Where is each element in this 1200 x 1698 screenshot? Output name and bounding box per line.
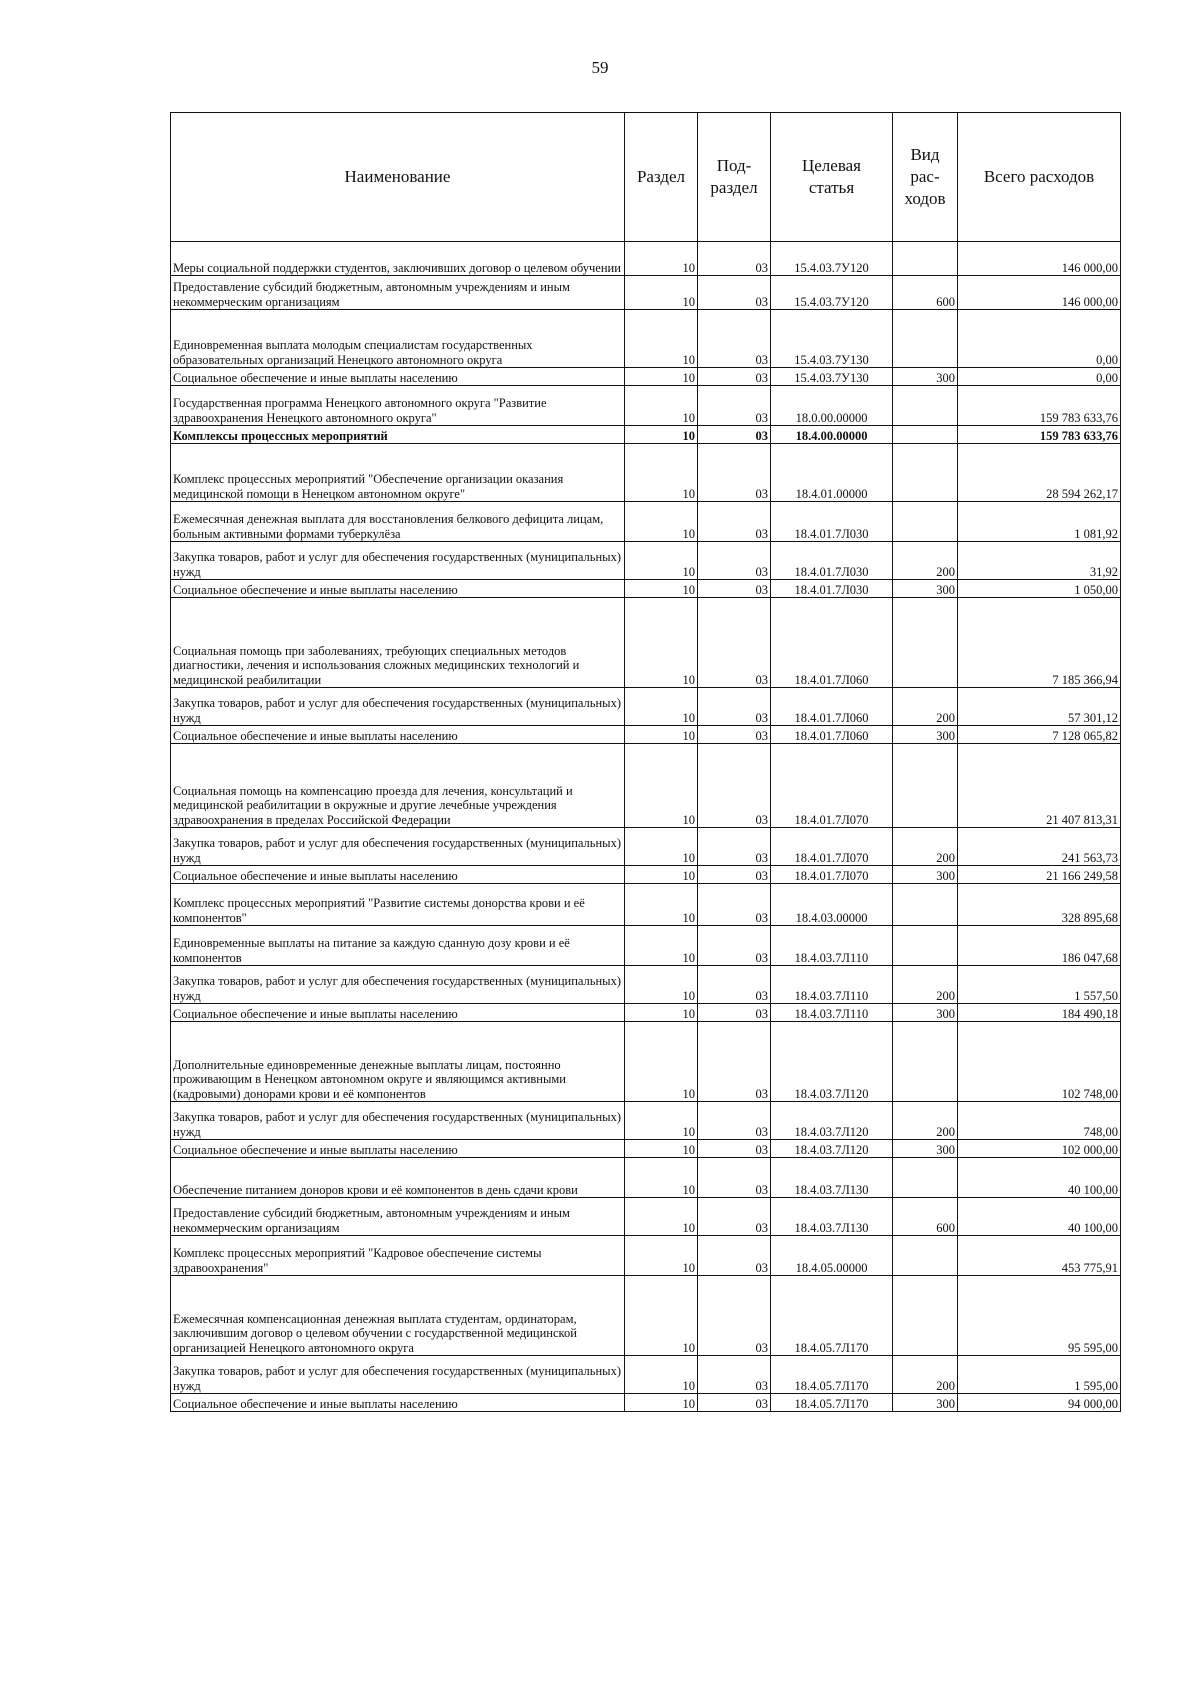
cell-vsego-rashodov: 0,00 — [958, 368, 1121, 386]
cell-razdel: 10 — [625, 276, 698, 310]
cell-vid-rashodov: 300 — [893, 368, 958, 386]
cell-vid-rashodov — [893, 598, 958, 688]
cell-razdel: 10 — [625, 580, 698, 598]
cell-name: Единовременные выплаты на питание за каждую сданную дозу крови и её компонентов — [171, 926, 625, 966]
cell-name: Закупка товаров, работ и услуг для обеспечения государственных (муниципальных) нужд — [171, 966, 625, 1004]
cell-vsego-rashodov: 146 000,00 — [958, 276, 1121, 310]
cell-name: Закупка товаров, работ и услуг для обеспечения государственных (муниципальных) нужд — [171, 1356, 625, 1394]
cell-celevaya-statya: 18.4.05.7Л170 — [771, 1394, 893, 1412]
cell-razdel: 10 — [625, 1004, 698, 1022]
table-row — [171, 386, 1121, 426]
cell-celevaya-statya: 18.4.03.7Л120 — [771, 1140, 893, 1158]
header-razdel: Раздел — [625, 113, 698, 242]
cell-name: Социальное обеспечение и иные выплаты населению — [171, 1394, 625, 1412]
cell-vsego-rashodov: 146 000,00 — [958, 242, 1121, 276]
cell-vid-rashodov — [893, 386, 958, 426]
cell-vsego-rashodov: 159 783 633,76 — [958, 426, 1121, 444]
cell-celevaya-statya: 15.4.03.7У130 — [771, 368, 893, 386]
cell-name: Социальное обеспечение и иные выплаты населению — [171, 726, 625, 744]
cell-celevaya-statya: 18.4.03.7Л120 — [771, 1022, 893, 1102]
cell-celevaya-statya: 18.4.01.7Л030 — [771, 580, 893, 598]
table-row — [171, 926, 1121, 966]
cell-vid-rashodov: 300 — [893, 580, 958, 598]
cell-vid-rashodov: 300 — [893, 726, 958, 744]
table-row — [171, 426, 1121, 444]
cell-razdel: 10 — [625, 828, 698, 866]
cell-name: Социальное обеспечение и иные выплаты населению — [171, 580, 625, 598]
cell-celevaya-statya: 18.4.03.7Л130 — [771, 1198, 893, 1236]
table-row — [171, 444, 1121, 502]
cell-razdel: 10 — [625, 1022, 698, 1102]
table-row — [171, 1276, 1121, 1356]
cell-podrazdel: 03 — [698, 744, 771, 828]
cell-razdel: 10 — [625, 1198, 698, 1236]
cell-podrazdel: 03 — [698, 688, 771, 726]
cell-podrazdel: 03 — [698, 726, 771, 744]
cell-name: Социальное обеспечение и иные выплаты населению — [171, 1004, 625, 1022]
cell-razdel: 10 — [625, 1158, 698, 1198]
cell-podrazdel: 03 — [698, 1394, 771, 1412]
cell-vsego-rashodov: 0,00 — [958, 310, 1121, 368]
cell-podrazdel: 03 — [698, 1140, 771, 1158]
cell-podrazdel: 03 — [698, 866, 771, 884]
cell-vsego-rashodov: 328 895,68 — [958, 884, 1121, 926]
cell-celevaya-statya: 18.4.01.7Л070 — [771, 744, 893, 828]
cell-vsego-rashodov: 21 166 249,58 — [958, 866, 1121, 884]
cell-razdel: 10 — [625, 726, 698, 744]
cell-vsego-rashodov: 186 047,68 — [958, 926, 1121, 966]
cell-name: Дополнительные единовременные денежные выплаты лицам, постоянно проживающим в Ненецком автономном округе и являющимся активными (кадровыми) донорами крови и её компонентов — [171, 1022, 625, 1102]
table-row — [171, 744, 1121, 828]
cell-razdel: 10 — [625, 598, 698, 688]
table-row — [171, 242, 1121, 276]
table-row — [171, 1102, 1121, 1140]
cell-vid-rashodov — [893, 926, 958, 966]
cell-vsego-rashodov: 95 595,00 — [958, 1276, 1121, 1356]
cell-vid-rashodov — [893, 310, 958, 368]
cell-name: Комплекс процессных мероприятий "Кадровое обеспечение системы здравоохранения" — [171, 1236, 625, 1276]
cell-vsego-rashodov: 1 595,00 — [958, 1356, 1121, 1394]
cell-name: Закупка товаров, работ и услуг для обеспечения государственных (муниципальных) нужд — [171, 828, 625, 866]
table-row — [171, 884, 1121, 926]
cell-vsego-rashodov: 21 407 813,31 — [958, 744, 1121, 828]
cell-name: Социальное обеспечение и иные выплаты населению — [171, 368, 625, 386]
cell-celevaya-statya: 18.4.03.00000 — [771, 884, 893, 926]
table-row — [171, 542, 1121, 580]
cell-vid-rashodov: 200 — [893, 828, 958, 866]
cell-celevaya-statya: 15.4.03.7У120 — [771, 276, 893, 310]
cell-podrazdel: 03 — [698, 1102, 771, 1140]
cell-vid-rashodov — [893, 426, 958, 444]
cell-vsego-rashodov: 748,00 — [958, 1102, 1121, 1140]
cell-name: Комплекс процессных мероприятий "Обеспечение организации оказания медицинской помощи в Ненецком автономном округе" — [171, 444, 625, 502]
cell-razdel: 10 — [625, 688, 698, 726]
cell-razdel: 10 — [625, 884, 698, 926]
cell-podrazdel: 03 — [698, 502, 771, 542]
cell-name: Предоставление субсидий бюджетным, автономным учреждениям и иным некоммерческим организациям — [171, 276, 625, 310]
cell-razdel: 10 — [625, 1276, 698, 1356]
cell-name: Комплексы процессных мероприятий — [171, 426, 625, 444]
cell-podrazdel: 03 — [698, 542, 771, 580]
cell-razdel: 10 — [625, 386, 698, 426]
header-name: Наименование — [171, 113, 625, 242]
cell-vsego-rashodov: 28 594 262,17 — [958, 444, 1121, 502]
cell-vsego-rashodov: 7 128 065,82 — [958, 726, 1121, 744]
cell-vid-rashodov: 200 — [893, 966, 958, 1004]
cell-vsego-rashodov: 184 490,18 — [958, 1004, 1121, 1022]
table-row — [171, 726, 1121, 744]
cell-vid-rashodov: 200 — [893, 1356, 958, 1394]
header-celevaya-statya: Целевая статья — [771, 113, 893, 242]
cell-vsego-rashodov: 40 100,00 — [958, 1198, 1121, 1236]
cell-vsego-rashodov: 1 081,92 — [958, 502, 1121, 542]
cell-celevaya-statya: 15.4.03.7У130 — [771, 310, 893, 368]
table-row — [171, 1356, 1121, 1394]
cell-podrazdel: 03 — [698, 386, 771, 426]
cell-vid-rashodov: 200 — [893, 1102, 958, 1140]
cell-celevaya-statya: 18.4.01.7Л030 — [771, 502, 893, 542]
table-row — [171, 1158, 1121, 1198]
cell-name: Закупка товаров, работ и услуг для обеспечения государственных (муниципальных) нужд — [171, 1102, 625, 1140]
cell-podrazdel: 03 — [698, 1198, 771, 1236]
cell-vsego-rashodov: 40 100,00 — [958, 1158, 1121, 1198]
table-row — [171, 866, 1121, 884]
cell-name: Социальная помощь при заболеваниях, требующих специальных методов диагностики, лечения и использования сложных медицинских технологий и медицинской реабилитации — [171, 598, 625, 688]
cell-vid-rashodov: 300 — [893, 1140, 958, 1158]
table-row — [171, 1198, 1121, 1236]
cell-name: Ежемесячная денежная выплата для восстановления белкового дефицита лицам, больным активными формами туберкулёза — [171, 502, 625, 542]
cell-podrazdel: 03 — [698, 1356, 771, 1394]
table-row — [171, 1394, 1121, 1412]
cell-vid-rashodov — [893, 744, 958, 828]
cell-podrazdel: 03 — [698, 1236, 771, 1276]
table-row — [171, 828, 1121, 866]
table-row — [171, 1022, 1121, 1102]
cell-razdel: 10 — [625, 426, 698, 444]
cell-vid-rashodov — [893, 502, 958, 542]
cell-vid-rashodov: 300 — [893, 1004, 958, 1022]
cell-razdel: 10 — [625, 542, 698, 580]
cell-vsego-rashodov: 159 783 633,76 — [958, 386, 1121, 426]
table-body — [171, 242, 1121, 1412]
cell-vsego-rashodov: 241 563,73 — [958, 828, 1121, 866]
cell-podrazdel: 03 — [698, 1022, 771, 1102]
cell-celevaya-statya: 18.4.05.7Л170 — [771, 1276, 893, 1356]
cell-razdel: 10 — [625, 966, 698, 1004]
cell-vsego-rashodov: 1 557,50 — [958, 966, 1121, 1004]
cell-name: Ежемесячная компенсационная денежная выплата студентам, ординаторам, заключившим договор о целевом обучении с государственной медицинской организацией Ненецкого автономного округа — [171, 1276, 625, 1356]
table-row — [171, 1004, 1121, 1022]
cell-razdel: 10 — [625, 1356, 698, 1394]
cell-celevaya-statya: 18.4.01.7Л060 — [771, 598, 893, 688]
cell-name: Комплекс процессных мероприятий "Развитие системы донорства крови и её компонентов" — [171, 884, 625, 926]
cell-name: Социальное обеспечение и иные выплаты населению — [171, 1140, 625, 1158]
cell-celevaya-statya: 18.4.00.00000 — [771, 426, 893, 444]
cell-celevaya-statya: 18.4.01.7Л070 — [771, 828, 893, 866]
cell-vid-rashodov — [893, 1236, 958, 1276]
cell-celevaya-statya: 18.4.03.7Л110 — [771, 926, 893, 966]
cell-vid-rashodov — [893, 242, 958, 276]
cell-razdel: 10 — [625, 444, 698, 502]
table-row — [171, 276, 1121, 310]
table-row — [171, 598, 1121, 688]
cell-razdel: 10 — [625, 1394, 698, 1412]
cell-razdel: 10 — [625, 744, 698, 828]
cell-celevaya-statya: 18.4.01.7Л030 — [771, 542, 893, 580]
cell-razdel: 10 — [625, 926, 698, 966]
cell-name: Предоставление субсидий бюджетным, автономным учреждениям и иным некоммерческим организациям — [171, 1198, 625, 1236]
cell-vsego-rashodov: 102 000,00 — [958, 1140, 1121, 1158]
budget-table — [170, 112, 1121, 1412]
cell-podrazdel: 03 — [698, 310, 771, 368]
cell-celevaya-statya: 18.4.05.00000 — [771, 1236, 893, 1276]
cell-celevaya-statya: 18.4.03.7Л110 — [771, 966, 893, 1004]
cell-podrazdel: 03 — [698, 966, 771, 1004]
cell-vsego-rashodov: 57 301,12 — [958, 688, 1121, 726]
table-row — [171, 502, 1121, 542]
cell-razdel: 10 — [625, 1236, 698, 1276]
cell-name: Закупка товаров, работ и услуг для обеспечения государственных (муниципальных) нужд — [171, 542, 625, 580]
cell-vsego-rashodov: 102 748,00 — [958, 1022, 1121, 1102]
cell-celevaya-statya: 15.4.03.7У120 — [771, 242, 893, 276]
cell-name: Социальное обеспечение и иные выплаты населению — [171, 866, 625, 884]
cell-podrazdel: 03 — [698, 276, 771, 310]
cell-vid-rashodov: 200 — [893, 542, 958, 580]
page-number: 59 — [591, 58, 609, 77]
cell-razdel: 10 — [625, 310, 698, 368]
cell-podrazdel: 03 — [698, 426, 771, 444]
cell-podrazdel: 03 — [698, 926, 771, 966]
header-vsego-rashodov: Всего расходов — [958, 113, 1121, 242]
cell-celevaya-statya: 18.4.03.7Л120 — [771, 1102, 893, 1140]
cell-vid-rashodov — [893, 444, 958, 502]
cell-vsego-rashodov: 1 050,00 — [958, 580, 1121, 598]
cell-name: Закупка товаров, работ и услуг для обеспечения государственных (муниципальных) нужд — [171, 688, 625, 726]
cell-razdel: 10 — [625, 1102, 698, 1140]
cell-vsego-rashodov: 7 185 366,94 — [958, 598, 1121, 688]
cell-celevaya-statya: 18.0.00.00000 — [771, 386, 893, 426]
header-vid-rashodov: Вид рас- ходов — [893, 113, 958, 242]
cell-celevaya-statya: 18.4.01.00000 — [771, 444, 893, 502]
cell-razdel: 10 — [625, 242, 698, 276]
cell-podrazdel: 03 — [698, 884, 771, 926]
cell-celevaya-statya: 18.4.03.7Л130 — [771, 1158, 893, 1198]
table-header-row — [171, 113, 1121, 242]
cell-vid-rashodov — [893, 1276, 958, 1356]
table-row — [171, 580, 1121, 598]
cell-vsego-rashodov: 94 000,00 — [958, 1394, 1121, 1412]
cell-podrazdel: 03 — [698, 368, 771, 386]
header-podrazdel: Под- раздел — [698, 113, 771, 242]
cell-razdel: 10 — [625, 368, 698, 386]
cell-vid-rashodov — [893, 884, 958, 926]
cell-podrazdel: 03 — [698, 1158, 771, 1198]
cell-podrazdel: 03 — [698, 580, 771, 598]
cell-celevaya-statya: 18.4.01.7Л060 — [771, 688, 893, 726]
cell-razdel: 10 — [625, 1140, 698, 1158]
table-row — [171, 310, 1121, 368]
cell-razdel: 10 — [625, 866, 698, 884]
cell-celevaya-statya: 18.4.01.7Л070 — [771, 866, 893, 884]
cell-celevaya-statya: 18.4.01.7Л060 — [771, 726, 893, 744]
cell-vid-rashodov: 600 — [893, 1198, 958, 1236]
table-row — [171, 1236, 1121, 1276]
cell-podrazdel: 03 — [698, 1004, 771, 1022]
cell-celevaya-statya: 18.4.05.7Л170 — [771, 1356, 893, 1394]
cell-vid-rashodov — [893, 1022, 958, 1102]
cell-razdel: 10 — [625, 502, 698, 542]
cell-vid-rashodov: 300 — [893, 866, 958, 884]
cell-vsego-rashodov: 453 775,91 — [958, 1236, 1121, 1276]
cell-name: Обеспечение питанием доноров крови и её компонентов в день сдачи крови — [171, 1158, 625, 1198]
table-row — [171, 1140, 1121, 1158]
cell-name: Социальная помощь на компенсацию проезда для лечения, консультаций и медицинской реабилитации в окружные и другие лечебные учреждения здравоохранения в пределах Российской Федерации — [171, 744, 625, 828]
cell-name: Единовременная выплата молодым специалистам государственных образовательных организаций Ненецкого автономного округа — [171, 310, 625, 368]
cell-name: Государственная программа Ненецкого автономного округа "Развитие здравоохранения Ненецкого автономного округа" — [171, 386, 625, 426]
table-row — [171, 966, 1121, 1004]
cell-podrazdel: 03 — [698, 242, 771, 276]
cell-vid-rashodov: 300 — [893, 1394, 958, 1412]
cell-vid-rashodov — [893, 1158, 958, 1198]
cell-name: Меры социальной поддержки студентов, заключивших договор о целевом обучении — [171, 242, 625, 276]
cell-podrazdel: 03 — [698, 598, 771, 688]
table-row — [171, 368, 1121, 386]
cell-vid-rashodov: 200 — [893, 688, 958, 726]
cell-podrazdel: 03 — [698, 828, 771, 866]
cell-podrazdel: 03 — [698, 1276, 771, 1356]
cell-podrazdel: 03 — [698, 444, 771, 502]
table-row — [171, 688, 1121, 726]
cell-celevaya-statya: 18.4.03.7Л110 — [771, 1004, 893, 1022]
cell-vid-rashodov: 600 — [893, 276, 958, 310]
cell-vsego-rashodov: 31,92 — [958, 542, 1121, 580]
